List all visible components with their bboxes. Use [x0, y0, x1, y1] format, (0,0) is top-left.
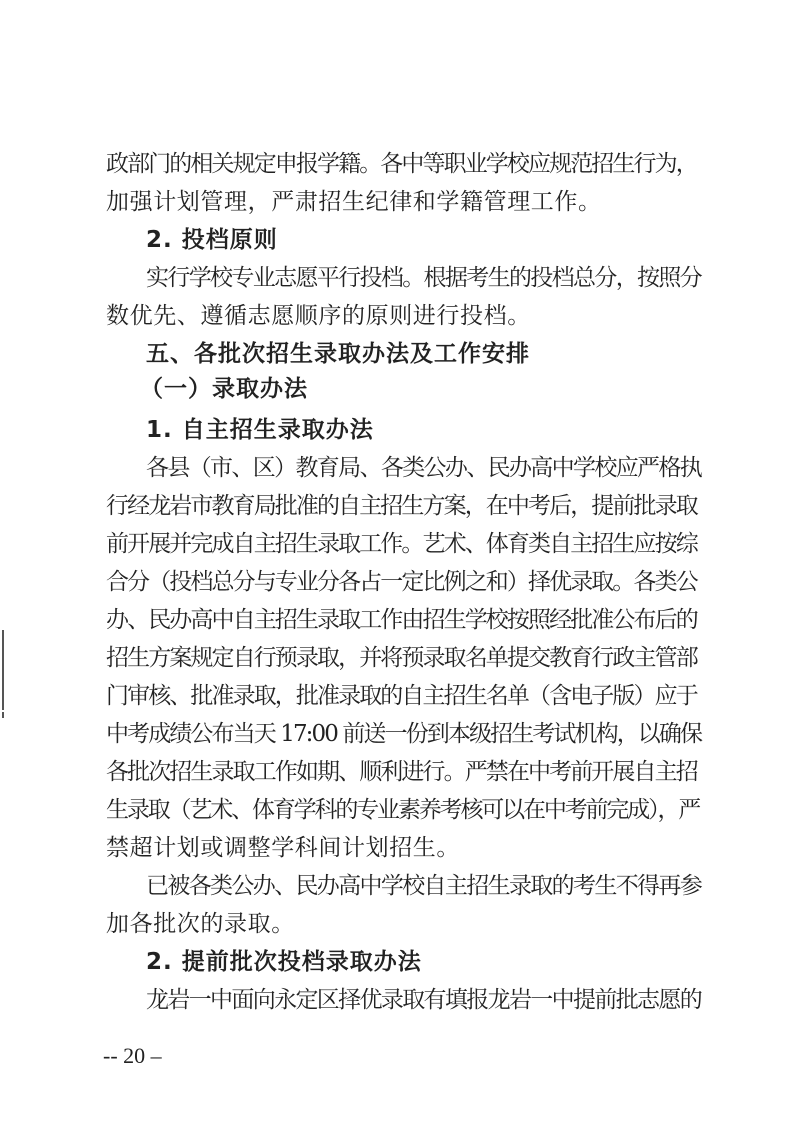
- paragraph-line-4: 实行学校专业志愿平行投档。根据考生的投档总分，按照分: [146, 265, 702, 291]
- section-heading-five: 五、各批次招生录取办法及工作安排: [146, 341, 530, 367]
- paragraph-line-12: 合分（投档总分与专业分各占一定比例之和）择优录取。各类公: [106, 569, 697, 595]
- section-heading-2-toudang-yuanze: 2. 投档原则: [146, 227, 278, 253]
- paragraph-line-18: 生录取（艺术、体育学科的专业素养考核可以在中考前完成），严: [106, 797, 700, 823]
- paragraph-line-1: 政部门的相关规定申报学籍。各中等职业学校应规范招生行为，: [106, 151, 697, 177]
- paragraph-line-11: 前开展并完成自主招生录取工作。艺术、体育类自主招生应按综: [106, 531, 697, 557]
- scan-edge-mark: [2, 630, 4, 710]
- paragraph-line-2: 加强计划管理，严肃招生纪律和学籍管理工作。: [106, 189, 602, 215]
- section-heading-2-tiqian-pici: 2. 提前批次投档录取办法: [146, 949, 422, 975]
- paragraph-line-19: 禁超计划或调整学科间计划招生。: [106, 835, 460, 861]
- scan-edge-mark-small: [2, 712, 4, 718]
- paragraph-line-14: 招生方案规定自行预录取，并将预录取名单提交教育行政主管部: [106, 645, 697, 671]
- paragraph-line-13: 办、民办高中自主招生录取工作由招生学校按照经批准公布后的: [106, 607, 697, 633]
- section-heading-1-zizhu-zhaosheng: 1. 自主招生录取办法: [146, 417, 374, 443]
- paragraph-line-21: 加各批次的录取。: [106, 911, 295, 937]
- paragraph-line-9: 各县（市、区）教育局、各类公办、民办高中学校应严格执: [146, 455, 702, 481]
- paragraph-line-16: 中考成绩公布当天 17:00 前送一份到本级招生考试机构，以确保: [106, 721, 702, 747]
- subsection-heading-luqu-banfa: （一）录取办法: [140, 376, 308, 402]
- paragraph-line-17: 各批次招生录取工作如期、顺利进行。严禁在中考前开展自主招: [106, 759, 697, 785]
- paragraph-line-5: 数优先、遵循志愿顺序的原则进行投档。: [106, 303, 531, 329]
- paragraph-line-15: 门审核、批准录取，批准录取的自主招生名单（含电子版）应于: [106, 683, 697, 709]
- paragraph-line-20: 已被各类公办、民办高中学校自主招生录取的考生不得再参: [146, 873, 702, 899]
- paragraph-line-10: 行经龙岩市教育局批准的自主招生方案，在中考后，提前批录取: [106, 493, 697, 519]
- paragraph-line-23: 龙岩一中面向永定区择优录取有填报龙岩一中提前批志愿的: [146, 987, 702, 1013]
- page-number: -- 20 –: [103, 1043, 162, 1068]
